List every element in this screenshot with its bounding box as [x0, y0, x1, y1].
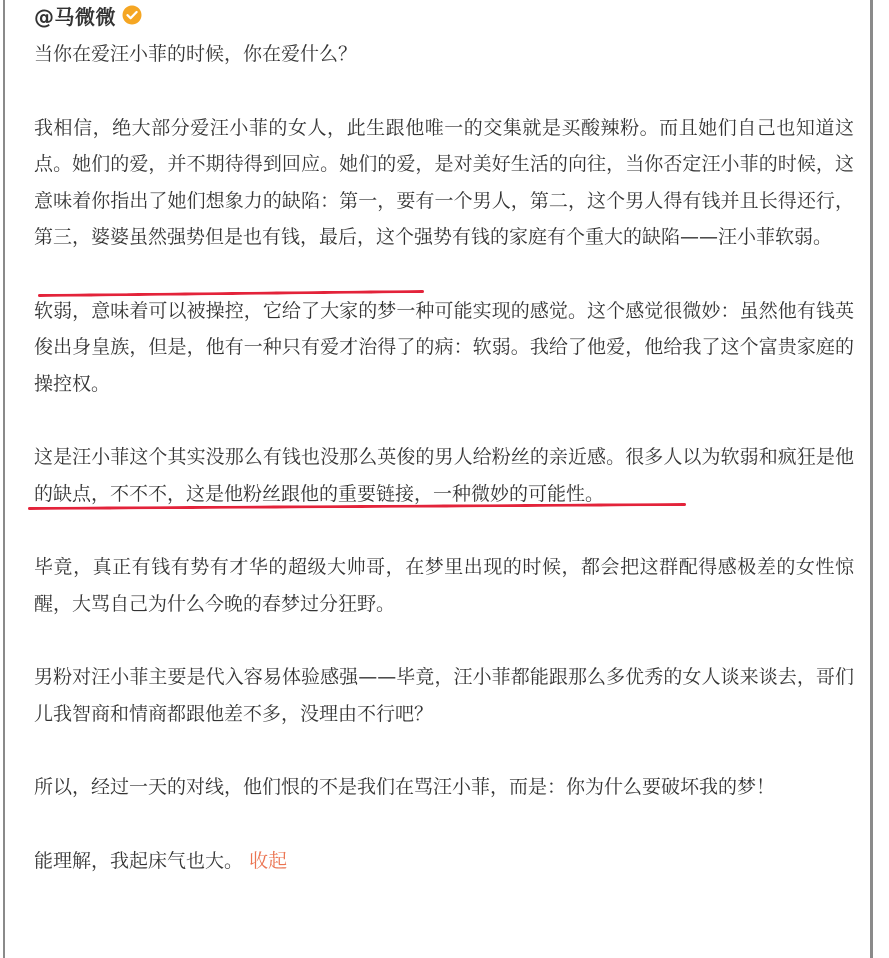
post-body	[34, 36, 854, 916]
verified-icon	[122, 5, 142, 25]
post-paragraph-3: 软弱，意味着可以被操控，它给了大家的梦一种可能实现的感觉。这个感觉很微妙：虽然他有钱英俊出身皇族，但是，他有一种只有爱才治得了的病：软弱。我给了他爱，他给我了这个富贵家庭的操控权。	[34, 299, 854, 395]
author-name[interactable]: @马微微	[34, 4, 116, 29]
post-paragraph-2: 我相信，绝大部分爱汪小菲的女人，此生跟他唯一的交集就是买酸辣粉。而且她们自己也知道这点。她们的爱，并不期待得到回应。她们的爱，是对美好生活的向往，当你否定汪小菲的时候，这意味着你指出了她们想象力的缺陷：第一，要有一个男人，第二，这个男人得有钱并且长得还行，第三，婆婆虽然强势但是也有钱，最后，这个强势有钱的家庭有个重大的缺陷——汪小菲软弱。	[34, 116, 854, 248]
post-paragraph-5: 毕竟，真正有钱有势有才华的超级大帅哥，在梦里出现的时候，都会把这群配得感极差的女性惊醒，大骂自己为什么今晚的春梦过分狂野。	[34, 556, 854, 615]
post-paragraph-4: 这是汪小菲这个其实没那么有钱也没那么英俊的男人给粉丝的亲近感。很多人以为软弱和疯狂是他的缺点，不不不，这是他粉丝跟他的重要链接，一种微妙的可能性。	[34, 446, 854, 505]
post-paragraph-6: 男粉对汪小菲主要是代入容易体验感强——毕竟，汪小菲都能跟那么多优秀的女人谈来谈去，哥们儿我智商和情商都跟他差不多，没理由不行吧？	[34, 666, 854, 725]
post-header	[34, 2, 142, 28]
post-paragraph-last	[34, 843, 854, 880]
post-paragraph-1: 当你在爱汪小菲的时候，你在爱什么？	[34, 43, 358, 65]
collapse-button[interactable]: 收起	[249, 849, 288, 872]
post-paragraph-7: 所以，经过一天的对线，他们恨的不是我们在骂汪小菲，而是：你为什么要破坏我的梦！	[34, 776, 776, 798]
post-paragraph-8: 能理解，我起床气也大。	[34, 849, 244, 872]
